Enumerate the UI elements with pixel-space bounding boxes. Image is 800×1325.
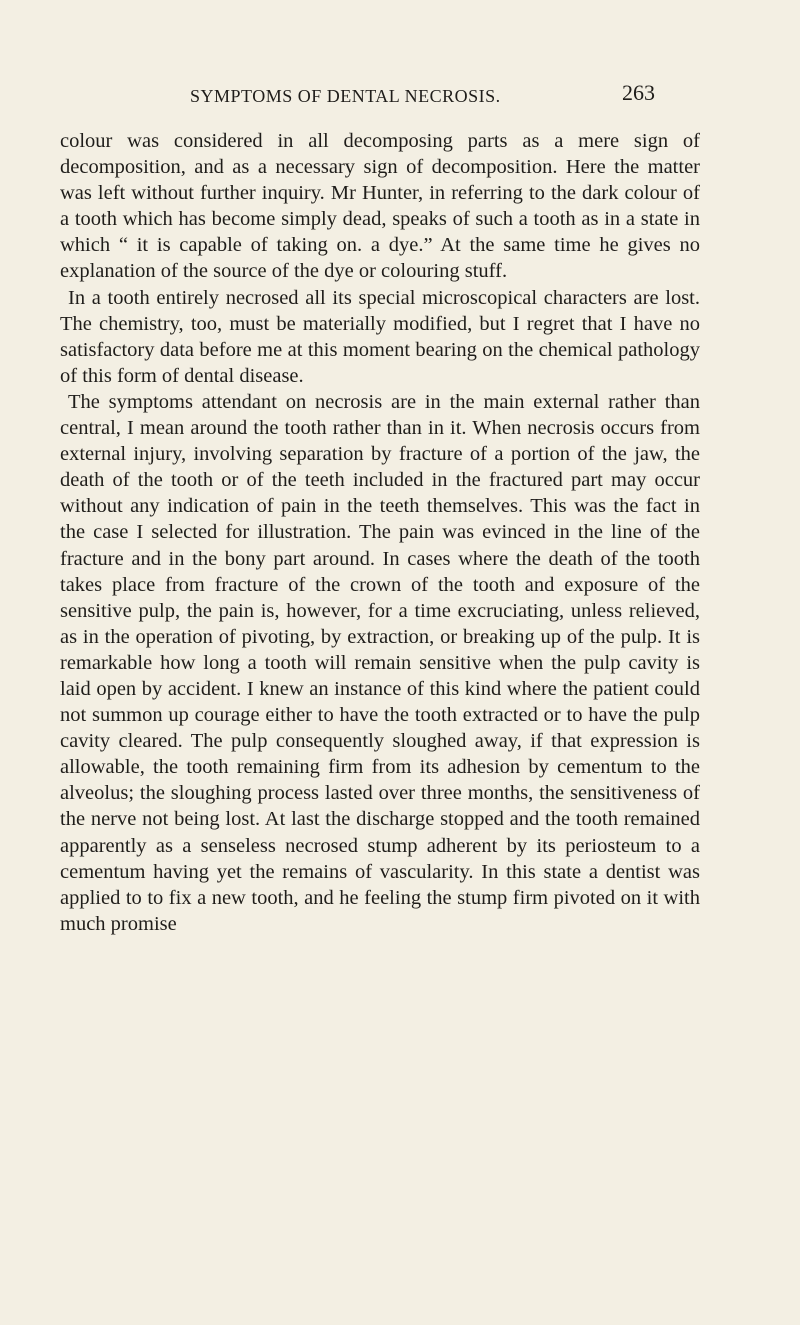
paragraph: The symptoms attendant on necrosis are in the main external rather than central, I mean around the tooth rather than in it. When necrosis occurs from external injury, involving separation by fracture of a portion of the jaw, the death of the tooth or of the teeth included in the fractured part may occur without any indication of pain in the teeth themselves. This was the fact in the case I selected for illustration. The pain was evinced in the line of the fracture and in the bony part around. In cases where the death of the tooth takes place from fracture of the crown of the tooth and exposure of the sensitive pulp, the pain is, however, for a time excruciating, unless relieved, as in the operation of pivoting, by extraction, or breaking up of the pulp. It is remarkable how long a tooth will remain sensitive when the pulp cavity is laid open by accident. I knew an instance of this kind where the patient could not summon up courage either to have the tooth extracted or to have the pulp cavity cleared. The pulp consequently sloughed away, if that expression is allowable, the tooth remaining firm from its adhesion by cementum to the alveolus; the sloughing process lasted over three months, the sensitiveness of the nerve not being lost. At last the discharge stopped and the tooth remained apparently as a senseless necrosed stump adherent by its periosteum to a cementum having yet the remains of vascularity. In this state a dentist was applied to to fix a new tooth, and he feeling the stump firm pivoted on it with much promise [60,390,700,935]
paragraph: colour was considered in all decomposing parts as a mere sign of decomposition, and as a necessary sign of decomposition. Here the matter was left without further inquiry. Mr Hunter, in referring to the dark colour of a tooth which has become simply dead, speaks of such a tooth as in a state in which “ it is capable of taking on. a dye.” At the same time he gives no explanation of the source of the dye or colouring stuff. [60,130,700,283]
running-head: SYMPTOMS OF DENTAL NECROSIS. [190,86,501,106]
paragraph: In a tooth entirely necrosed all its special microscopical characters are lost. The chemistry, too, must be materially modified, but I regret that I have no satisfactory data before me at this moment bearing on the chemical pathology of this form of dental disease. [60,286,700,387]
page-number: 263 [622,80,655,105]
body-text [60,128,700,937]
